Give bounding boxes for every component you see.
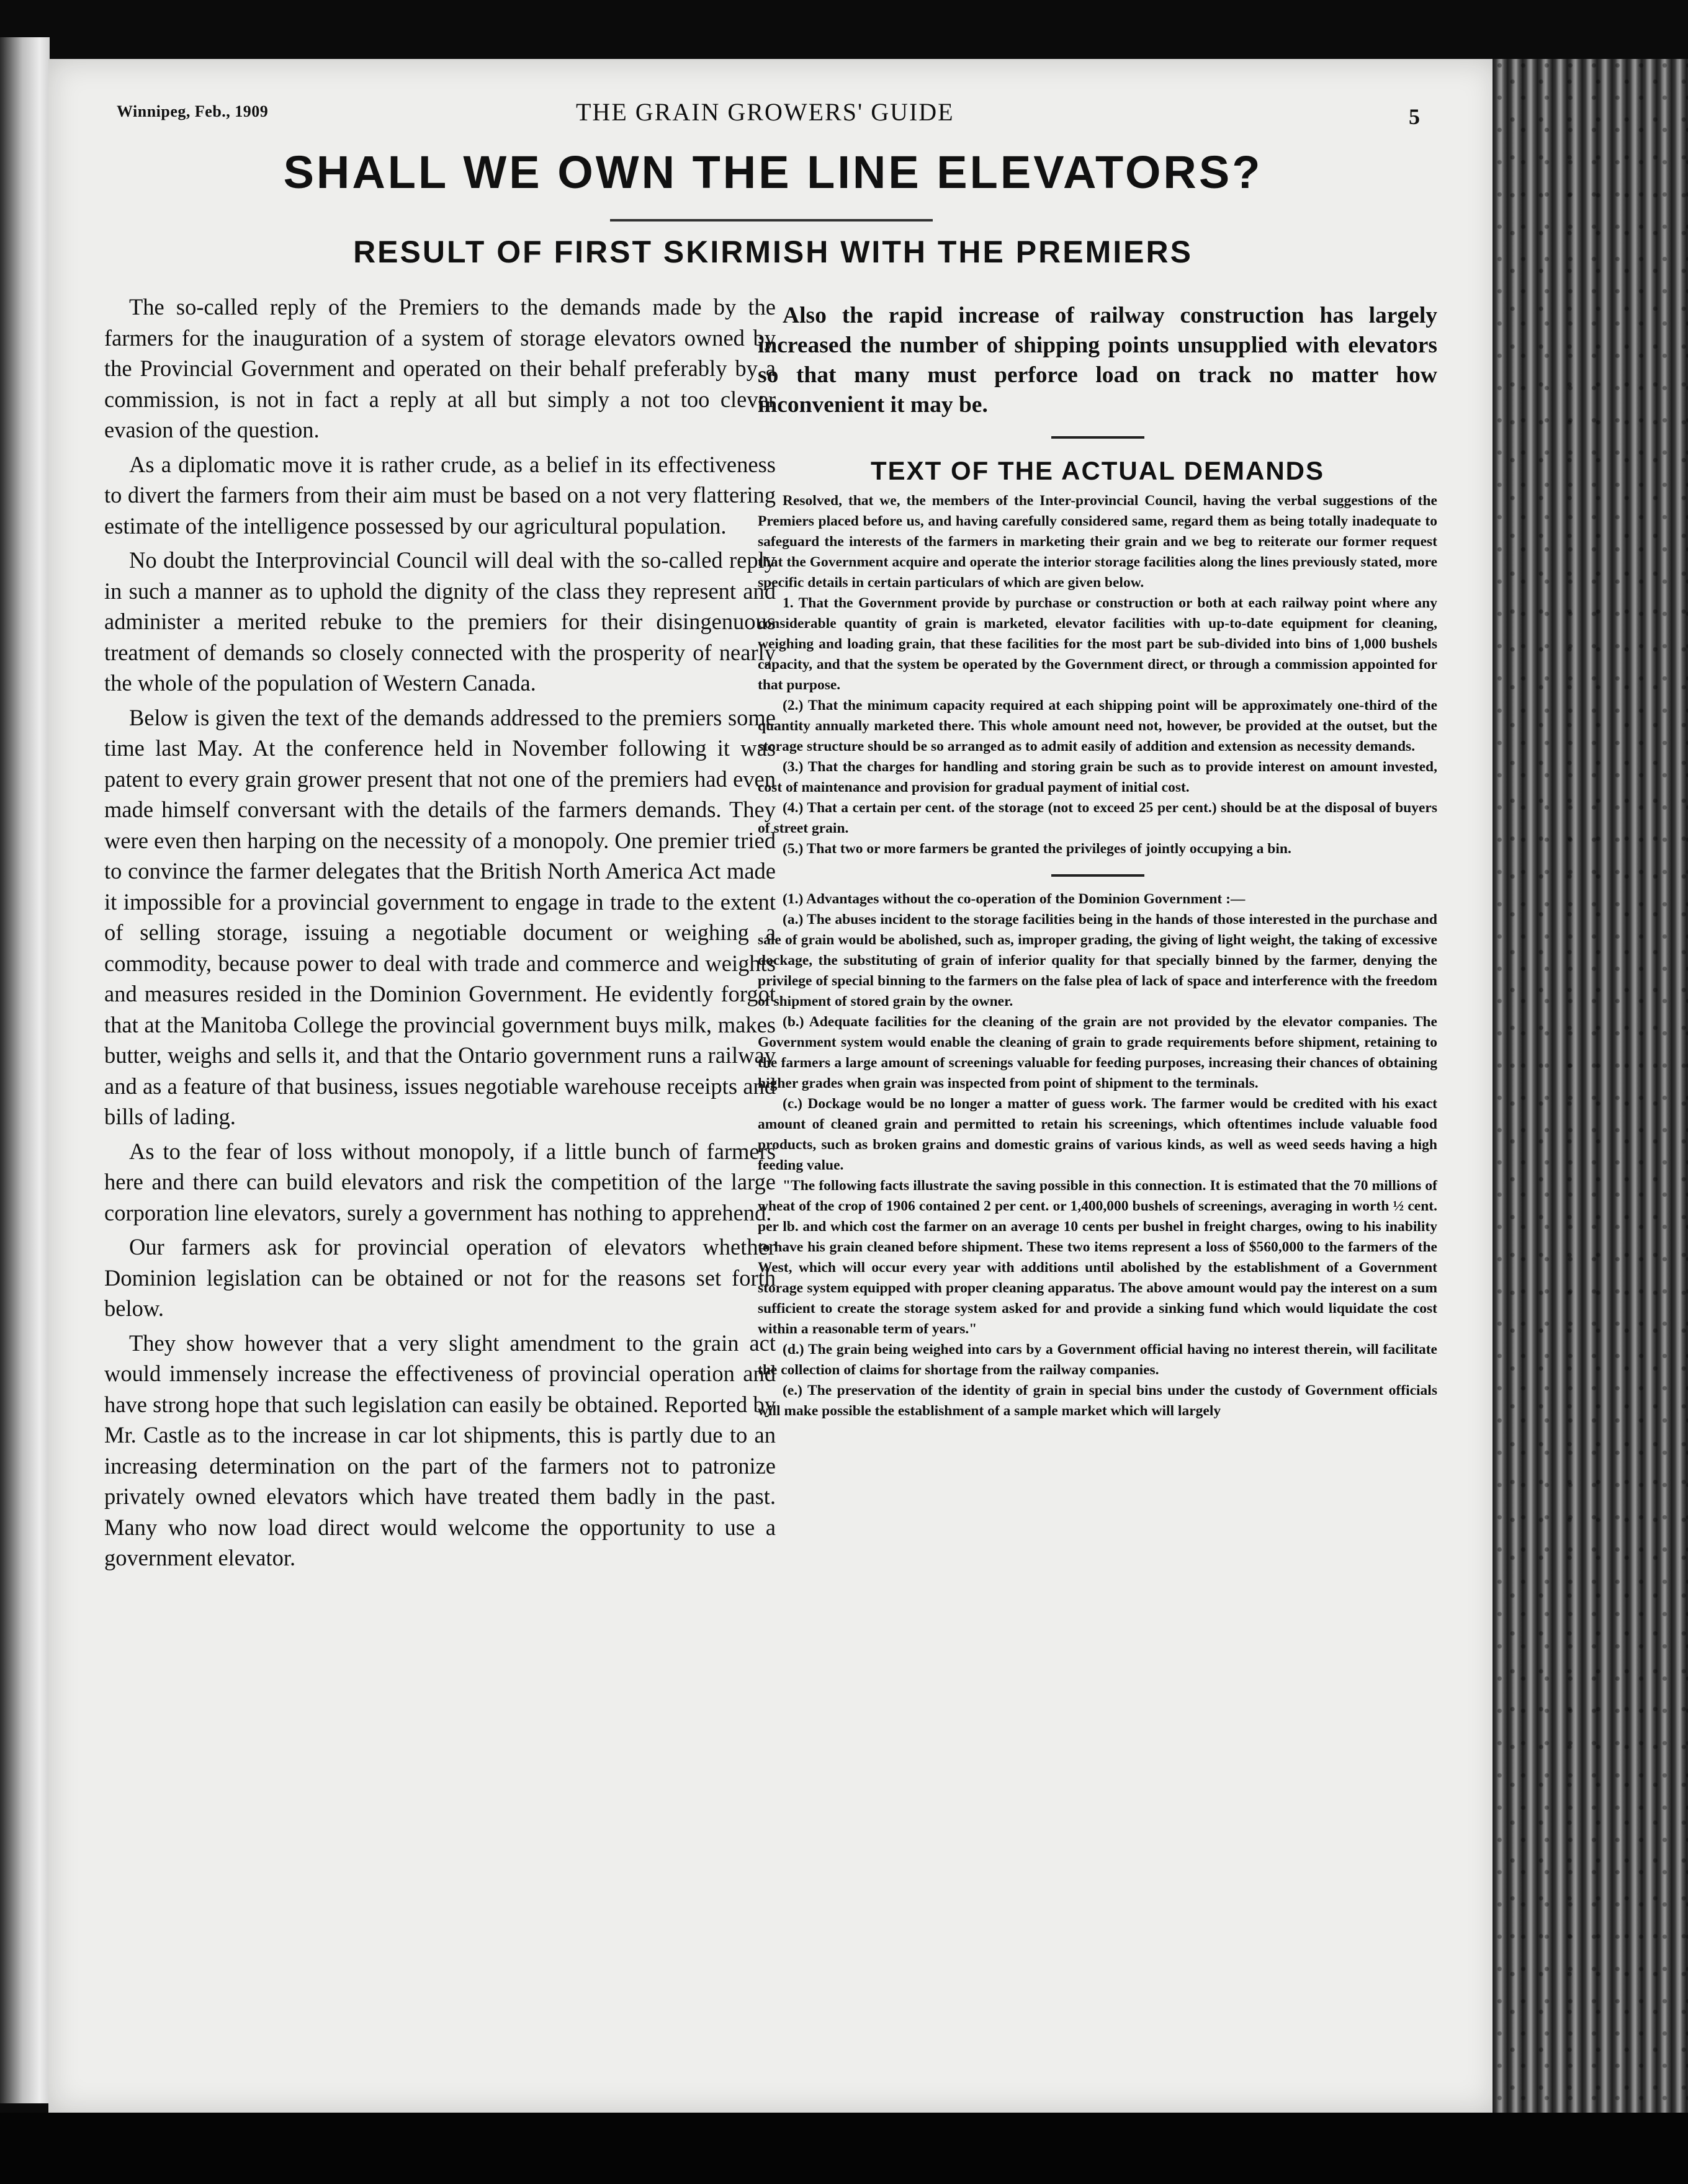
- advantage-paragraph: (a.) The abuses incident to the storage facilities being in the hands of those interested in the purchase and sale of grain would be abolished, such as, improper grading, the giving of light weight, the taking of excessive dockage, the substituting of grain of inferior quality for that specially binned by the farmer, denying the privilege of special binning to the farmers on the false plea of lack of space and interference with the freedom of shipment of stored grain by the owner.: [758, 911, 1437, 1009]
- paragraph: The so-called reply of the Premiers to the demands made by the farmers for the inauguration of a system of storage elevators owned by the Provincial Government and operated on their behalf preferably by a commission, is not in fact a reply at all but simply a not too clever evasion of the question.: [104, 294, 776, 442]
- paragraph: Below is given the text of the demands addressed to the premiers some time last May. At the conference held in November following it was patent to every grain grower present that not one of the premiers had even made himself conversant with the details of the farmers demands. They were even then harping on the necessity of a monopoly. One premier tried to convince the farmer delegates that the British North America Act made it impossible for a provincial government to engage in trade to the extent of selling storage, issuing a negotiable document or weighing a commodity, because power to deal with trade and commerce and weights and measures resided in the Dominion Government. He evidently forgot that at the Manitoba College the provincial government buys milk, makes butter, weighs and sells it, and that the Ontario government runs a railway and as a feature of that business, issues negotiable warehouse receipts and bills of lading.: [104, 704, 776, 1129]
- advantage-paragraph: (d.) The grain being weighed into cars by a Government official having no interest therein, will facilitate the collection of claims for shortage from the railway companies.: [758, 1341, 1437, 1378]
- section-divider: [1051, 436, 1144, 439]
- right-column: [758, 301, 1437, 1421]
- demand-paragraph: Resolved, that we, the members of the Inter-provincial Council, having the verbal suggestions of the Premiers placed before us, and having carefully considered same, regard them as being totally inadequate to safeguard the interests of the farmers in marketing their grain and we beg to reiterate our former request that the Government acquire and operate the interior storage facilities along the lines previously stated, more specific details in certain particulars of which are given below.: [758, 493, 1437, 591]
- demand-paragraph: (3.) That the charges for handling and storing grain be such as to provide interest on amount invested, cost of maintenance and provision for gradual payment of initial cost.: [758, 759, 1437, 795]
- lead-paragraph: Also the rapid increase of railway construction has largely increased the number of shipping points unsupplied with elevators so that many must perforce load on track no matter how inconvenient it may be.: [758, 303, 1437, 418]
- left-page-edge: [0, 37, 50, 2103]
- paragraph: They show however that a very slight amendment to the grain act would immensely increase the effectiveness of provincial operation and have strong hope that such legislation can easily be obtained. Reported by Mr. Castle as to the increase in car lot shipments, this is partly due to an increasing determination on the part of the farmers not to patronize privately owned elevators which have treated them badly in the past. Many who now load direct would welcome the opportunity to use a government elevator.: [104, 1330, 776, 1570]
- newspaper-page: [48, 59, 1497, 2113]
- advantage-paragraph: (b.) Adequate facilities for the cleaning of the grain are not provided by the elevator companies. The Government system would enable the cleaning of grain to grade requirements before shipment, retaining to the farmers a large amount of screenings valuable for feeding purposes, increasing their chances of obtaining higher grades when grain was inspected from point of shipment to the terminals.: [758, 1014, 1437, 1091]
- left-column: [104, 292, 776, 1577]
- demand-paragraph: (5.) That two or more farmers be granted the privileges of jointly occupying a bin.: [783, 841, 1291, 857]
- advantages-text: [758, 889, 1437, 1421]
- headline-rule: [610, 219, 933, 222]
- running-header: [117, 97, 1420, 135]
- demand-paragraph: 1. That the Government provide by purchase or construction or both at each railway point where any considerable quantity of grain is marketed, elevator facilities with up-to-date equipment for cleaning, weighing and loading grain, that these facilities for the most part be sub-divided into bins of 1,000 bushels capacity, and that the system be operated by the Government direct, or through a commission appointed for that purpose.: [758, 595, 1437, 693]
- demand-paragraph: (2.) That the minimum capacity required at each shipping point will be approximately one-third of the quantity annually marketed there. This whole amount need not, however, be provided at the outset, but the storage structure should be so arranged as to admit easily of addition and extension as necessity demands.: [758, 697, 1437, 754]
- demand-paragraph: (4.) That a certain per cent. of the storage (not to exceed 25 per cent.) should be at the disposal of buyers of street grain.: [758, 800, 1437, 836]
- paragraph: No doubt the Interprovincial Council will deal with the so-called reply in such a manner as to uphold the dignity of the class they represent and administer a merited rebuke to the premiers for their disingenuous treatment of demands so closely connected with the prosperity of nearly the whole of the population of Western Canada.: [104, 547, 776, 696]
- advantage-paragraph: "The following facts illustrate the saving possible in this connection. It is estimated that the 70 millions of wheat of the crop of 1906 contained 2 per cent. or 1,400,000 bushels of screenings, averaging in worth ½ cent. per lb. and which cost the farmer on an average 10 cents per bushel in freight charges, owing to his inability to have his grain cleaned before shipment. These two items represent a loss of $560,000 to the farmers of the West, which will occur every year with additions until abolished by the establishment of a Government storage system equipped with proper cleaning apparatus. The above amount would pay the interest on a sum sufficient to create the storage system asked for and provide a sinking fund which would liquidate the cost within a reasonable term of years.": [758, 1178, 1437, 1337]
- scan-border: [0, 2113, 1688, 2184]
- headline: SHALL WE OWN THE LINE ELEVATORS?: [283, 146, 1263, 198]
- publication-title: THE GRAIN GROWERS' GUIDE: [576, 98, 954, 126]
- paragraph: As to the fear of loss without monopoly, if a little bunch of farmers here and there can build elevators and risk the competition of the large corporation line elevators, surely a government has nothing to apprehend.: [104, 1138, 776, 1225]
- demands-title: TEXT OF THE ACTUAL DEMANDS: [871, 456, 1324, 485]
- advantage-paragraph: (e.) The preservation of the identity of grain in special bins under the custody of Government officials will make possible the establishment of a sample market which will largely: [758, 1382, 1437, 1419]
- paragraph: As a diplomatic move it is rather crude, as a belief in its effectiveness to divert the farmers from their aim must be based on a not very flattering estimate of the intelligence possessed by our agricultural population.: [104, 451, 776, 539]
- page-number: 5: [1409, 104, 1420, 129]
- paragraph: Our farmers ask for provincial operation of elevators whether Dominion legislation can be obtained or not for the reasons set forth below.: [104, 1234, 776, 1321]
- bound-volume-spine: [1493, 59, 1688, 2125]
- demands-text: [758, 491, 1437, 859]
- subheadline: RESULT OF FIRST SKIRMISH WITH THE PREMIERS: [353, 235, 1193, 269]
- section-divider: [1051, 874, 1144, 877]
- advantage-paragraph: (1.) Advantages without the co-operation of the Dominion Government :—: [783, 891, 1246, 907]
- advantage-paragraph: (c.) Dockage would be no longer a matter of guess work. The farmer would be credited with his exact amount of cleaned grain and permitted to retain his screenings, which oftentimes include valuable food products, such as broken grains and domestic grains of various kinds, as well as weed seeds having a high feeding value.: [758, 1096, 1437, 1173]
- header-date: Winnipeg, Feb., 1909: [117, 102, 269, 120]
